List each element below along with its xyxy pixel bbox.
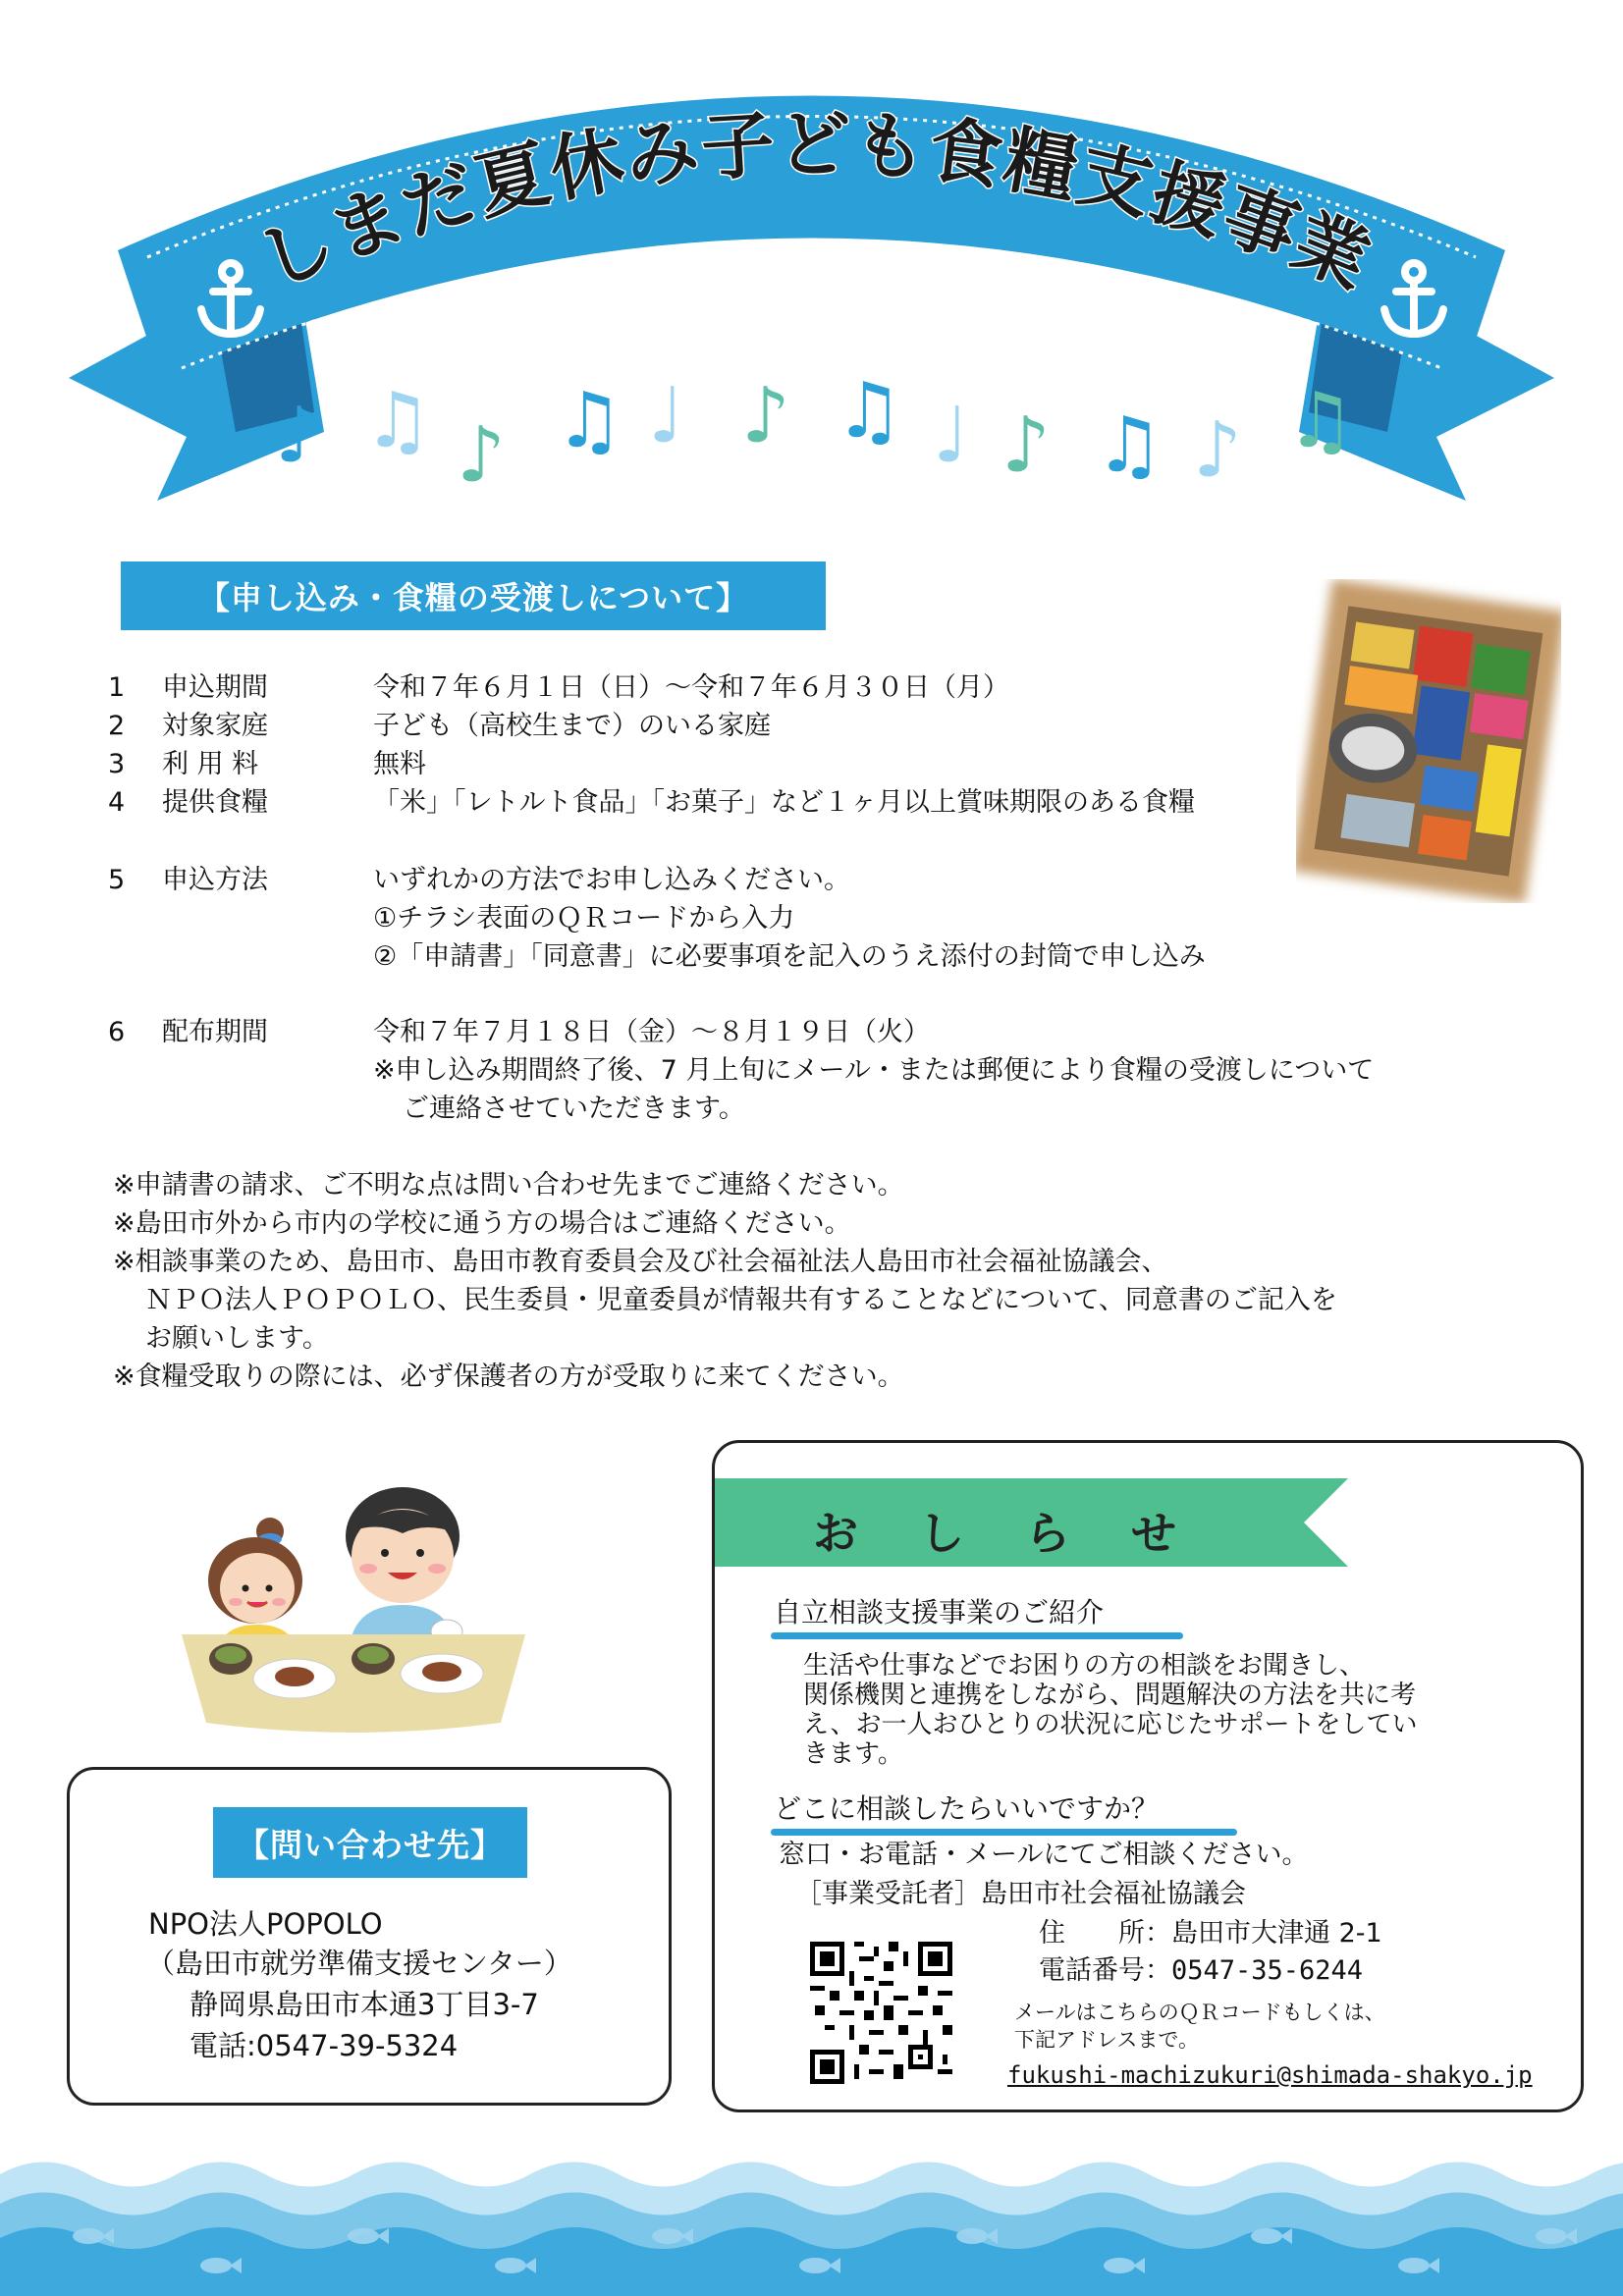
svg-text:♪: ♪ [1001, 401, 1051, 490]
qr-code[interactable] [810, 1942, 952, 2084]
item-value: 「米」「レトルト食品」「お菓子」など１ヶ月以上賞味期限のある食糧 [373, 787, 1195, 818]
notice-subheading: どこに相談したらいいですか？ [774, 1792, 1160, 1825]
item-label: 利 用 料 [162, 749, 259, 779]
svg-text:♪: ♪ [457, 411, 506, 500]
item-value: 無料 [373, 749, 426, 779]
item-value: 令和７年６月１日（日）～令和７年６月３０日（月） [373, 672, 1009, 703]
note-line: ※相談事業のため、島田市、島田市教育委員会及び社会福祉法人島田市社会福祉協議会、 [113, 1247, 1168, 1277]
note-line: ※食糧受取りの際には、必ず保護者の方が受取りに来てください。 [113, 1362, 904, 1392]
distribution-note: ※申し込み期間終了後、7 月上旬にメール・または郵便により食糧の受渡しについて [373, 1055, 1375, 1086]
item-number: 3 [108, 749, 126, 779]
contact-box [67, 1767, 672, 2106]
children-eating-illustration [177, 1463, 530, 1737]
item-label: 申込方法 [162, 865, 268, 895]
wave-decoration [0, 2150, 1623, 2296]
notice-box [712, 1440, 1584, 2112]
notice-body [803, 1651, 1559, 1769]
qr-note-line: 下記アドレスまで。 [1014, 2028, 1199, 2052]
contact-org: NPO法人POPOLO [148, 1907, 383, 1941]
contact-address: 静岡県島田市本通3丁目3-7 [189, 1988, 539, 2021]
svg-text:♫: ♫ [835, 367, 903, 455]
item-value: 令和７年７月１８日（金）～８月１９日（火） [373, 1017, 930, 1047]
svg-text:しまだ夏休み子ども食糧支援事業 [246, 102, 1382, 304]
item-label: 対象家庭 [162, 711, 268, 741]
notice-subheading: 自立相談支援事業のご紹介 [774, 1596, 1105, 1629]
svg-text:♫: ♫ [555, 377, 623, 465]
notice-body-line: 生活や仕事などでお困りの方の相談をお聞きし、 [803, 1651, 1366, 1681]
item-label: 提供食糧 [162, 787, 268, 818]
item-number: 6 [108, 1017, 126, 1047]
address-label: 住 所： [1039, 1918, 1171, 1949]
address-value: 島田市大津通 2-1 [1171, 1918, 1382, 1949]
title-text-layer [0, 0, 1623, 530]
svg-text:♫: ♫ [1286, 377, 1355, 465]
method-option: ①チラシ表面のＱＲコードから入力 [373, 903, 795, 934]
note-line: ※申請書の請求、ご不明な点は問い合わせ先までご連絡ください。 [113, 1170, 904, 1201]
notice-heading: お し ら せ [813, 1507, 1184, 1560]
svg-text:♩: ♩ [648, 372, 684, 460]
note-line: ＮＰＯ法人ＰＯＰＯＬＯ、民生委員・児童委員が情報共有することなどについて、同意書のご記入を [145, 1285, 1337, 1315]
subheading-underline [771, 1632, 1183, 1639]
notice-body-line: 関係機関と連携をしながら、問題解決の方法を共に考 [803, 1681, 1417, 1710]
svg-text:♫: ♫ [363, 377, 432, 465]
page-title: しまだ夏休み子ども食糧支援事業 [246, 102, 1383, 305]
item-label: 配布期間 [162, 1017, 268, 1047]
notice-body-line: きます。 [803, 1739, 903, 1769]
notice-body-line: え、お一人おひとりの状況に応じたサポートをしてい [803, 1710, 1418, 1739]
section-heading: 【申し込み・食糧の受渡しについて】 [121, 561, 826, 630]
subheading-underline [771, 1829, 1237, 1836]
item-number: 4 [108, 787, 126, 818]
item-number: 2 [108, 711, 126, 741]
item-number: 1 [108, 672, 126, 703]
svg-text:♩: ♩ [933, 392, 969, 480]
item-label: 申込期間 [162, 672, 268, 703]
contact-center: （島田市就労準備支援センター） [146, 1947, 572, 1980]
item-number: 5 [108, 865, 126, 895]
qr-note [1014, 1999, 1385, 2054]
svg-text:♪: ♪ [1193, 406, 1242, 495]
notice-phone-row [1039, 1953, 1363, 1989]
email-link[interactable]: fukushi-machizukuri@shimada-shakyo.jp [1007, 2061, 1533, 2089]
notice-address-row [1039, 1916, 1382, 1951]
note-line: ※島田市外から市内の学校に通う方の場合はご連絡ください。 [113, 1208, 851, 1239]
food-box-photo [1296, 579, 1561, 903]
svg-text:♪: ♪ [275, 392, 324, 480]
item-value: 子ども（高校生まで）のいる家庭 [373, 711, 771, 741]
svg-text:♪: ♪ [741, 372, 790, 460]
contact-heading: 【問い合わせ先】 [213, 1807, 527, 1878]
contact-phone: 電話:0547-39-5324 [189, 2029, 459, 2062]
qr-note-line: メールはこちらのＱＲコードもしくは、 [1014, 2001, 1385, 2024]
notice-consult-text: 窓口・お電話・メールにてご相談ください。 [779, 1840, 1309, 1870]
svg-text:♫: ♫ [1095, 401, 1163, 490]
item-value: いずれかの方法でお申し込みください。 [373, 865, 850, 895]
notice-consignee: ［事業受託者］島田市社会福祉協議会 [795, 1879, 1246, 1909]
phone-label: 電話番号： [1039, 1955, 1171, 1986]
distribution-note: ご連絡させていただきます。 [403, 1094, 745, 1124]
method-option: ②「申請書」「同意書」に必要事項を記入のうえ添付の封筒で申し込み [373, 941, 1206, 972]
phone-value: 0547-35-6244 [1171, 1955, 1364, 1986]
note-line: お願いします。 [145, 1323, 329, 1354]
